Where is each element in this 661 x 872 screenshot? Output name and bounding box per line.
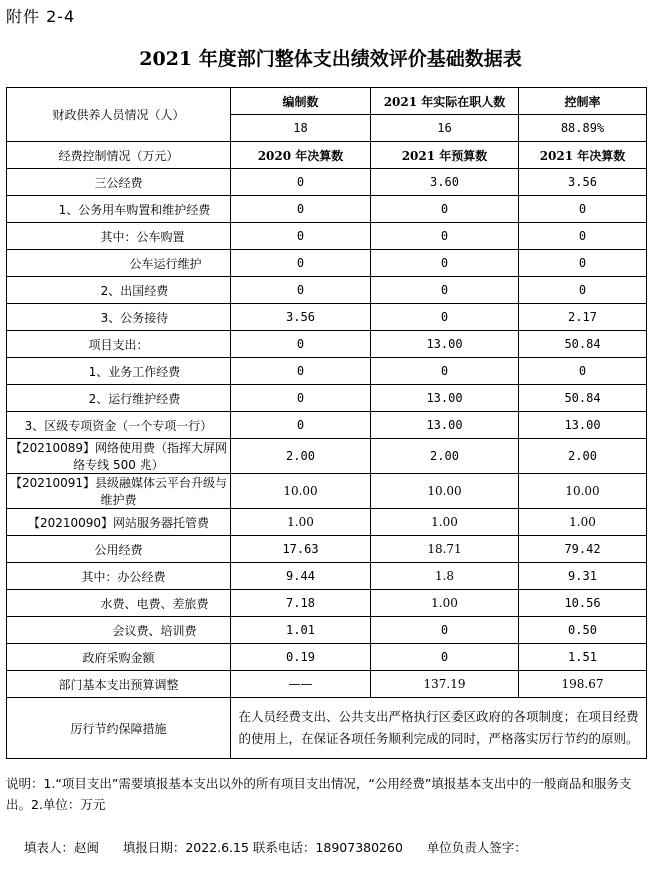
row-value: 0	[231, 358, 371, 385]
row-value: 0	[231, 277, 371, 304]
table-row	[7, 385, 647, 412]
table-row	[7, 439, 647, 474]
row-value: 1.01	[231, 617, 371, 644]
row-value: 1.00	[371, 590, 519, 617]
row-value: 0	[231, 223, 371, 250]
staff-header: 2021 年实际在职人数	[371, 88, 519, 115]
staff-value: 16	[371, 115, 519, 142]
row-label: 部门基本支出预算调整	[7, 671, 231, 698]
attachment-label: 附件 2-4	[6, 7, 76, 26]
thrift-text: 在人员经费支出、公共支出严格执行区委区政府的各项制度；在项目经费的使用上，在保证各项任务顺利完成的同时，严格落实厉行节约的原则。	[231, 698, 647, 759]
staff-header: 控制率	[519, 88, 647, 115]
row-label: 【20210090】网站服务器托管费	[7, 509, 231, 536]
staff-value: 88.89%	[519, 115, 647, 142]
table-row	[7, 671, 647, 698]
table-row	[7, 617, 647, 644]
row-value: 0.19	[231, 644, 371, 671]
table-row	[7, 563, 647, 590]
row-value: 1.51	[519, 644, 647, 671]
table-row	[7, 223, 647, 250]
staff-header: 编制数	[231, 88, 371, 115]
row-value: 0	[519, 196, 647, 223]
table-row	[7, 536, 647, 563]
row-value: 10.56	[519, 590, 647, 617]
row-value: 50.84	[519, 385, 647, 412]
table-row	[7, 250, 647, 277]
table-row	[7, 304, 647, 331]
row-value: 13.00	[371, 385, 519, 412]
row-label: 政府采购金额	[7, 644, 231, 671]
row-value: 0	[231, 412, 371, 439]
row-value: 9.44	[231, 563, 371, 590]
table-row	[7, 644, 647, 671]
table-row	[7, 277, 647, 304]
staff-label: 财政供养人员情况（人）	[7, 88, 231, 142]
row-value: 0	[519, 358, 647, 385]
row-label: 【20210089】网络使用费（指挥大屏网络专线 500 兆）	[7, 439, 231, 474]
row-label: 1、公务用车购置和维护经费	[7, 196, 231, 223]
row-label: 公用经费	[7, 536, 231, 563]
row-value: 2.00	[231, 439, 371, 474]
row-value: 2.00	[371, 439, 519, 474]
row-value: 13.00	[519, 412, 647, 439]
thrift-label: 厉行节约保障措施	[7, 698, 231, 759]
row-label: 项目支出：	[7, 331, 231, 358]
table-row	[7, 331, 647, 358]
row-value: 79.42	[519, 536, 647, 563]
row-value: 0	[519, 223, 647, 250]
explanation-note: 说明：1.“项目支出”需要填报基本支出以外的所有项目支出情况，“公用经费”填报基本支出中的一般商品和服务支出。2.单位：万元	[6, 776, 632, 812]
funds-header-row	[7, 142, 647, 169]
table-row	[7, 412, 647, 439]
funds-header: 2020 年决算数	[231, 142, 371, 169]
row-label: 其中：办公经费	[7, 563, 231, 590]
row-value: 0	[371, 277, 519, 304]
row-value: 0	[371, 196, 519, 223]
row-value: 0.50	[519, 617, 647, 644]
row-value: 10.00	[519, 474, 647, 509]
row-value: 0	[371, 644, 519, 671]
row-label: 公车运行维护	[7, 250, 231, 277]
row-value: 3.56	[231, 304, 371, 331]
row-value: 0	[231, 331, 371, 358]
row-value: 2.17	[519, 304, 647, 331]
table-row	[7, 196, 647, 223]
row-value: 50.84	[519, 331, 647, 358]
row-value: 0	[231, 250, 371, 277]
row-value: 137.19	[371, 671, 519, 698]
row-value: 18.71	[371, 536, 519, 563]
row-label: 三公经费	[7, 169, 231, 196]
row-label: 3、公务接待	[7, 304, 231, 331]
row-label: 2、运行维护经费	[7, 385, 231, 412]
table-row	[7, 358, 647, 385]
row-value: 13.00	[371, 331, 519, 358]
row-value: 3.56	[519, 169, 647, 196]
row-label: 2、出国经费	[7, 277, 231, 304]
row-label: 水费、电费、差旅费	[7, 590, 231, 617]
row-value: ——	[231, 671, 371, 698]
table-row	[7, 474, 647, 509]
data-table	[6, 87, 647, 759]
row-value: 1.00	[371, 509, 519, 536]
row-value: 7.18	[231, 590, 371, 617]
row-label: 会议费、培训费	[7, 617, 231, 644]
table-row	[7, 590, 647, 617]
row-label: 【20210091】县级融媒体云平台升级与维护费	[7, 474, 231, 509]
funds-header: 2021 年预算数	[371, 142, 519, 169]
footer-signature-line: 填表人：赵闽 填报日期：2022.6.15 联系电话：18907380260 单位负责人签字：	[24, 840, 527, 855]
row-value: 0	[519, 277, 647, 304]
row-value: 0	[371, 617, 519, 644]
row-label: 其中：公车购置	[7, 223, 231, 250]
row-value: 198.67	[519, 671, 647, 698]
funds-header: 2021 年决算数	[519, 142, 647, 169]
row-value: 1.00	[519, 509, 647, 536]
row-value: 10.00	[231, 474, 371, 509]
row-value: 0	[371, 223, 519, 250]
table-row	[7, 169, 647, 196]
row-value: 0	[231, 385, 371, 412]
page-title: 2021 年度部门整体支出绩效评价基础数据表	[139, 48, 522, 70]
row-value: 9.31	[519, 563, 647, 590]
row-value: 0	[231, 196, 371, 223]
row-value: 3.60	[371, 169, 519, 196]
row-value: 0	[231, 169, 371, 196]
row-value: 0	[371, 304, 519, 331]
row-label: 3、区级专项资金（一个专项一行）	[7, 412, 231, 439]
row-value: 2.00	[519, 439, 647, 474]
row-label: 1、业务工作经费	[7, 358, 231, 385]
row-value: 13.00	[371, 412, 519, 439]
row-value: 17.63	[231, 536, 371, 563]
row-value: 0	[371, 358, 519, 385]
staff-header-row	[7, 88, 647, 115]
row-value: 10.00	[371, 474, 519, 509]
row-value: 1.8	[371, 563, 519, 590]
row-value: 0	[371, 250, 519, 277]
funds-label: 经费控制情况（万元）	[7, 142, 231, 169]
table-row	[7, 509, 647, 536]
thrift-row	[7, 698, 647, 759]
row-value: 1.00	[231, 509, 371, 536]
staff-value: 18	[231, 115, 371, 142]
row-value: 0	[519, 250, 647, 277]
